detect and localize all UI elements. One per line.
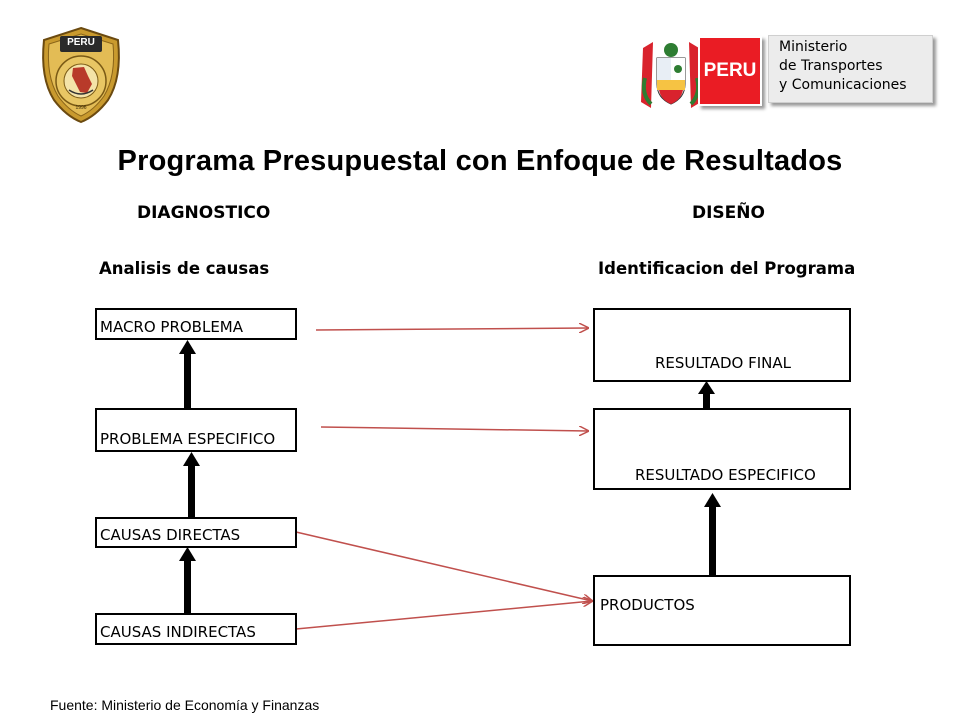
box-resultado-final-label: RESULTADO FINAL (655, 354, 791, 372)
box-resultado-especifico-label: RESULTADO ESPECIFICO (635, 466, 816, 484)
connector-directas-to-productos (296, 532, 592, 601)
box-causas-directas-label: CAUSAS DIRECTAS (100, 526, 241, 544)
box-problema-especifico (95, 408, 297, 452)
arrow-directas-to-problema-especifico (183, 452, 200, 518)
connector-macro-to-final (316, 328, 588, 330)
box-causas-indirectas-label: CAUSAS INDIRECTAS (100, 623, 256, 641)
box-macro-problema (95, 308, 297, 340)
ministry-line-1: Ministerio (779, 39, 848, 55)
box-causas-directas (95, 517, 297, 548)
seal-text: PERU (67, 37, 95, 48)
connector-problema-to-especifico (321, 427, 588, 431)
arrow-problema-especifico-to-macro (179, 340, 196, 409)
box-macro-problema-label: MACRO PROBLEMA (100, 318, 244, 336)
arrow-productos-to-resultado-especifico (704, 493, 721, 580)
peru-brand-badge: PERU (698, 36, 762, 106)
box-resultado-especifico (593, 408, 851, 490)
arrow-resultado-especifico-to-final (698, 381, 715, 410)
arrow-indirectas-to-directas (179, 547, 196, 614)
box-productos-label: PRODUCTOS (600, 596, 695, 614)
box-causas-indirectas (95, 613, 297, 645)
right-subheading: Identificacion del Programa (598, 259, 856, 278)
connector-indirectas-to-productos (296, 601, 592, 629)
box-problema-especifico-label: PROBLEMA ESPECIFICO (100, 430, 276, 448)
ministry-line-3: y Comunicaciones (779, 77, 907, 93)
left-heading: DIAGNOSTICO (137, 203, 271, 223)
seal-year: 1996 (75, 105, 87, 111)
box-resultado-final (593, 308, 851, 382)
page-title: Programa Presupuestal con Enfoque de Resultados (117, 145, 843, 177)
ministry-line-2: de Transportes (779, 58, 883, 74)
source-footnote: Fuente: Ministerio de Economía y Finanzas (50, 697, 320, 713)
left-subheading: Analisis de causas (99, 259, 270, 278)
box-productos (593, 575, 851, 646)
right-heading: DISEÑO (692, 203, 765, 223)
